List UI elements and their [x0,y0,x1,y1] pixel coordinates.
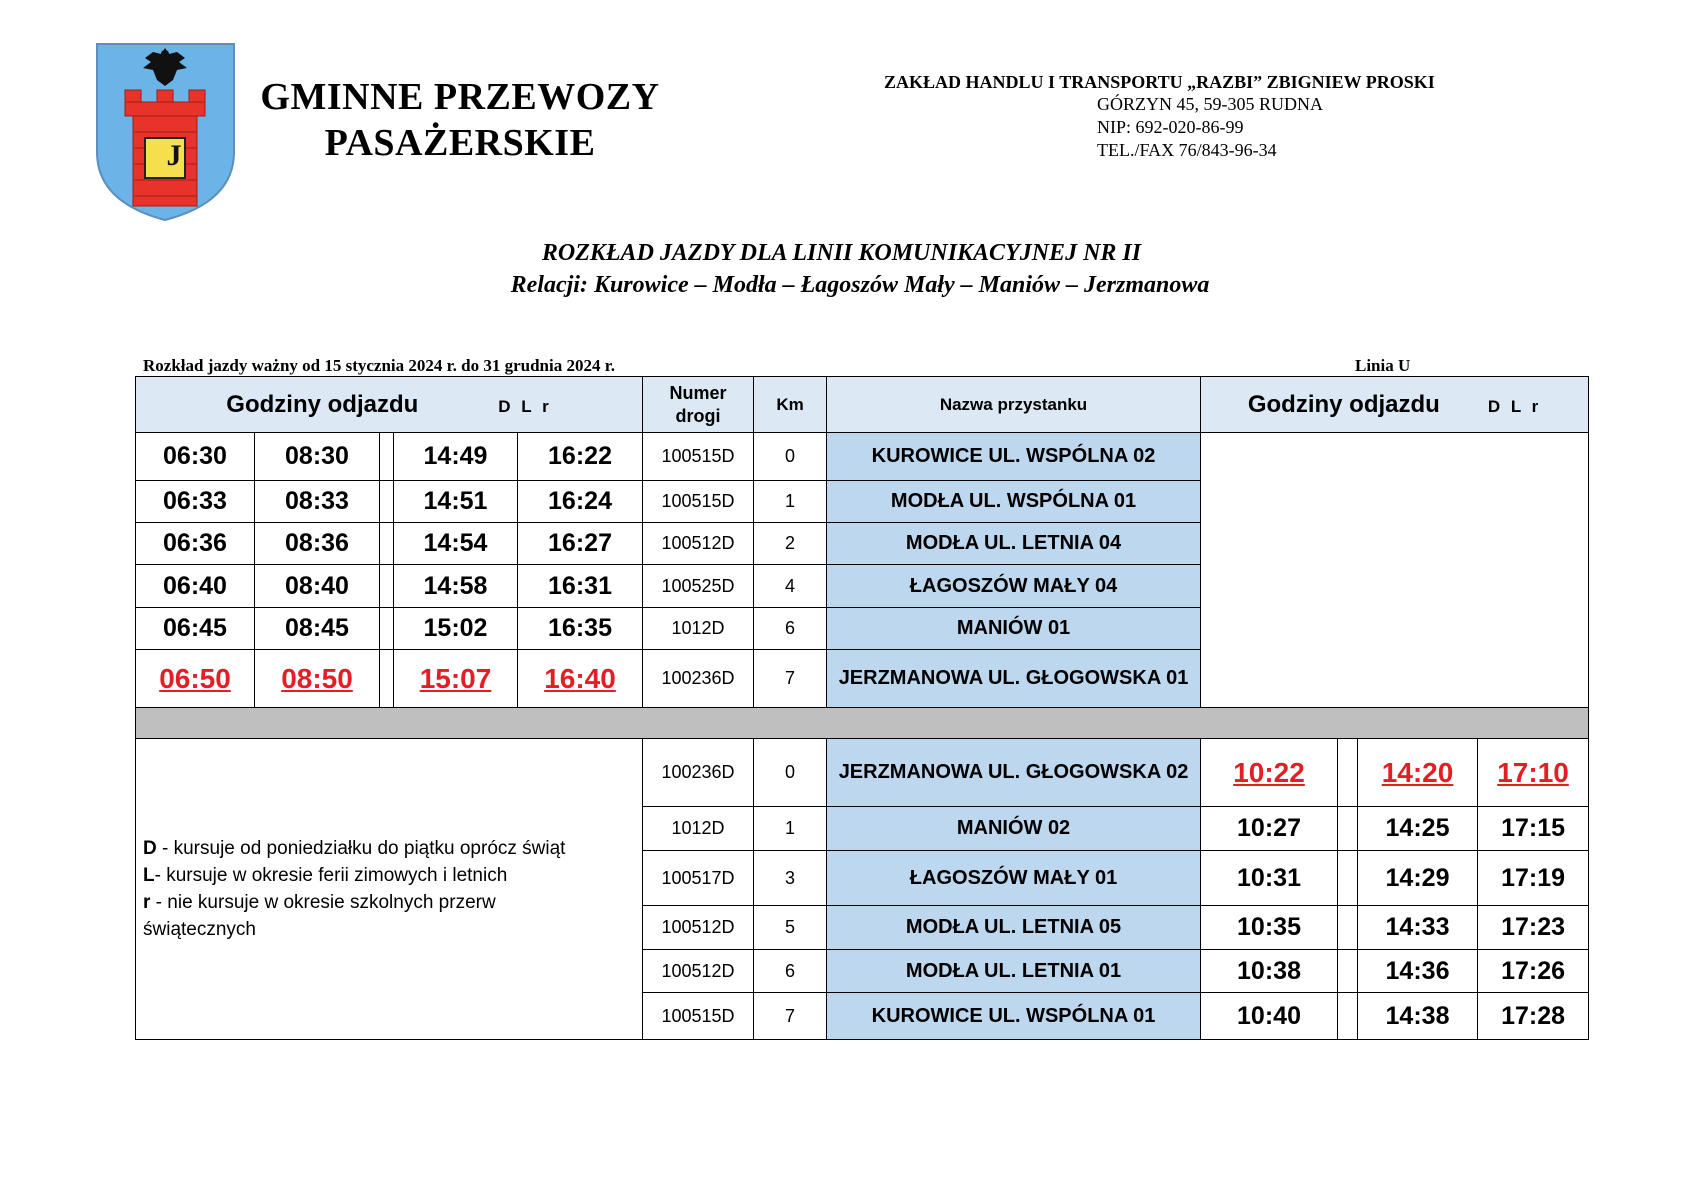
separator-row [136,708,1589,739]
table-row: 100517D 3 ŁAGOSZÓW MAŁY 01 10:31 14:29 17:19 [136,851,1589,906]
company-name: ZAKŁAD HANDLU I TRANSPORTU „RAZBI” ZBIGNIEW PROSKI [884,72,1435,92]
stop-name: MODŁA UL. LETNIA 01 [827,950,1201,993]
table-row: 1012D 1 MANIÓW 02 10:27 14:25 17:15 [136,807,1589,851]
validity-period: Rozkład jazdy ważny od 15 stycznia 2024 r. do 31 grudnia 2024 r. [143,356,615,375]
table-row: 06:40 08:40 14:58 16:31 100525D 4 ŁAGOSZÓW MAŁY 04 [136,565,1589,608]
road-number-header: Numer drogi [643,377,754,433]
table-row: 06:36 08:36 14:54 16:27 100512D 2 MODŁA UL. LETNIA 04 [136,523,1589,565]
table-row: 100512D 5 MODŁA UL. LETNIA 05 10:35 14:33 17:23 [136,906,1589,950]
company-address: GÓRZYN 45, 59-305 RUDNA [1097,94,1323,114]
stop-name: ŁAGOSZÓW MAŁY 01 [827,851,1201,906]
stop-name: MODŁA UL. LETNIA 05 [827,906,1201,950]
stop-name: MANIÓW 02 [827,807,1201,851]
line-label: Linia U [1355,356,1411,375]
outbound-departures-header: Godziny odjazdu D L r [136,377,643,433]
company-info [884,72,1435,162]
table-row: 100512D 6 MODŁA UL. LETNIA 01 10:38 14:36 17:26 [136,950,1589,993]
legend-r: r - nie kursuje w okresie szkolnych przerw świątecznych [143,892,496,940]
org-name-line2: PASAŻERSKIE [324,122,596,164]
km-header: Km [754,377,827,433]
stop-name: JERZMANOWA UL. GŁOGOWSKA 01 [827,650,1201,708]
table-row: 06:30 08:30 14:49 16:22 100515D 0 KUROWICE UL. WSPÓLNA 02 [136,433,1589,481]
timetable [135,376,1589,1040]
timetable-title: ROZKŁAD JAZDY DLA LINII KOMUNIKACYJNEJ NR II [541,240,1142,266]
organization-name [240,74,680,166]
stop-name: MODŁA UL. WSPÓLNA 01 [827,481,1201,523]
table-row: 06:45 08:45 15:02 16:35 1012D 6 MANIÓW 01 [136,608,1589,650]
table-row: 06:50 08:50 15:07 16:40 100236D 7 JERZMANOWA UL. GŁOGOWSKA 01 [136,650,1589,708]
stop-name: MANIÓW 01 [827,608,1201,650]
stop-name: MODŁA UL. LETNIA 04 [827,523,1201,565]
table-row: 06:33 08:33 14:51 16:24 100515D 1 MODŁA UL. WSPÓLNA 01 [136,481,1589,523]
stop-name: KUROWICE UL. WSPÓLNA 02 [827,433,1201,481]
municipal-crest-logo [95,42,236,222]
company-tel: TEL./FAX 76/843-96-34 [1097,140,1277,160]
legend-l: L- kursuje w okresie ferii zimowych i letnich [143,865,508,886]
table-row: 100515D 7 KUROWICE UL. WSPÓLNA 01 10:40 14:38 17:28 [136,993,1589,1040]
crest-letter: J [166,139,182,172]
stop-name: KUROWICE UL. WSPÓLNA 01 [827,993,1201,1040]
stop-name-header: Nazwa przystanku [827,377,1201,433]
table-row: D - kursuje od poniedziałku do piątku oprócz świąt L- kursuje w okresie ferii zimowych i letnich r - nie kursuje w okresie szkolnych przerw świątecznych 100236D 0 JERZMANOWA UL. GŁOGOWSKA 02 10:22 14:20 17:10 [136,739,1589,807]
inbound-departures-header: Godziny odjazdu D L r [1201,377,1589,433]
empty-return-block [1201,433,1589,708]
legend-d: D - kursuje od poniedziałku do piątku oprócz świąt [143,838,566,859]
table-header-row [136,377,1589,433]
org-name-line1: GMINNE PRZEWOZY [260,76,660,118]
stop-name: ŁAGOSZÓW MAŁY 04 [827,565,1201,608]
stop-name: JERZMANOWA UL. GŁOGOWSKA 02 [827,739,1201,807]
route-relation: Relacji: Kurowice – Modła – Łagoszów Mały – Maniów – Jerzmanowa [510,272,1210,298]
legend [136,739,643,1040]
company-nip: NIP: 692-020-86-99 [1097,117,1244,137]
